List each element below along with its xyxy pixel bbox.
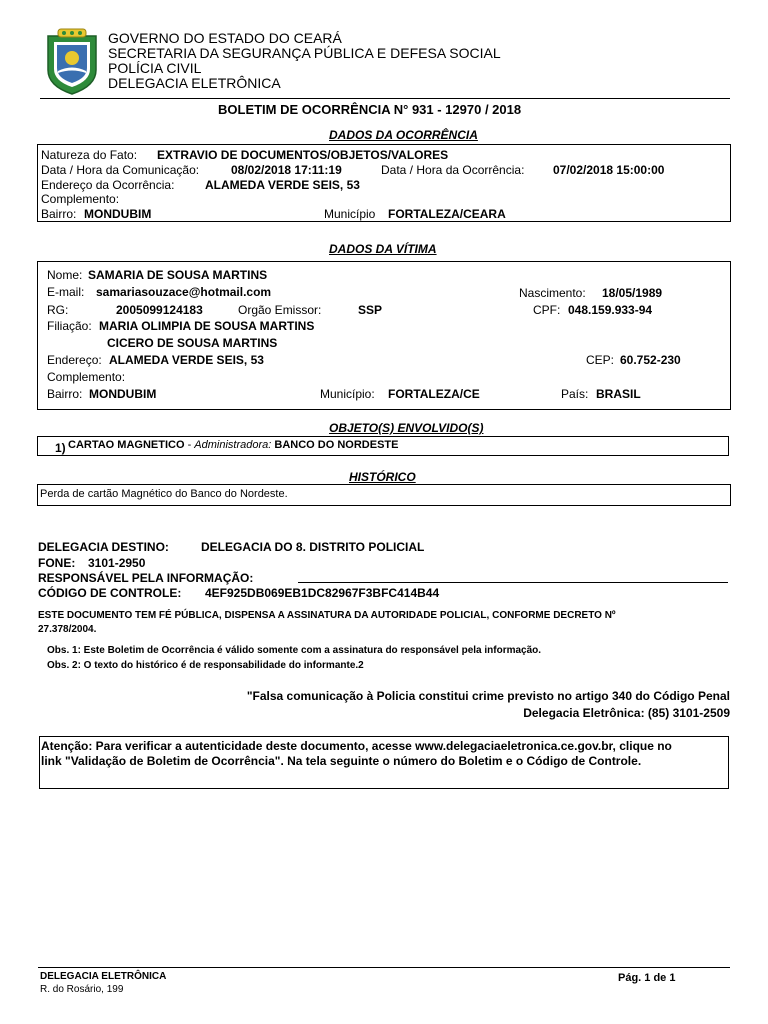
header-delegacia: DELEGACIA ELETRÔNICA [108,75,281,91]
atencao-line2: link "Validação de Boletim de Ocorrência". Na tela seguinte o número do Boletim e o Código de Controle. [41,754,642,768]
natureza-value: EXTRAVIO DE DOCUMENTOS/OBJETOS/VALORES [157,148,449,162]
footer-address: R. do Rosário, 199 [40,984,124,995]
nome-value: SAMARIA DE SOUSA MARTINS [88,268,268,282]
data-comunicacao-value: 08/02/2018 17:11:19 [231,163,342,177]
endereco-vitima-value: ALAMEDA VERDE SEIS, 53 [109,353,264,367]
filiacao-label: Filiação: [47,319,92,333]
municipio-vitima-label: Município: [320,387,375,401]
data-comunicacao-label: Data / Hora da Comunicação: [41,163,200,177]
nascimento-label: Nascimento: [519,286,586,300]
header-divider [40,98,730,99]
section-title-ocorrencia: DADOS DA OCORRÊNCIA [329,128,478,142]
nome-label: Nome: [47,268,83,282]
municipio-ocorrencia-label: Município [324,207,376,221]
municipio-vitima-value: FORTALEZA/CE [388,387,480,401]
section-title-historico: HISTÓRICO [349,470,416,484]
natureza-label: Natureza do Fato: [41,148,138,162]
filiacao-pai: CICERO DE SOUSA MARTINS [107,336,278,350]
footer-page-number: Pág. 1 de 1 [618,972,676,984]
fone-label: FONE: [38,556,76,570]
municipio-ocorrencia-value: FORTALEZA/CEARA [388,207,506,221]
fone-value: 3101-2950 [88,556,146,570]
fe-publica-line2: 27.378/2004. [38,624,97,635]
header-government: GOVERNO DO ESTADO DO CEARÁ [108,30,342,46]
objeto-item [68,439,398,451]
footer-org: DELEGACIA ELETRÔNICA [40,971,167,982]
orgao-label: Orgão Emissor: [238,303,322,317]
page-title: BOLETIM DE OCORRÊNCIA N° 931 - 12970 / 2018 [218,102,522,117]
codigo-controle-label: CÓDIGO DE CONTROLE: [38,586,182,600]
filiacao-mae: MARIA OLIMPIA DE SOUSA MARTINS [99,319,315,333]
falsa-comunicacao-line1: "Falsa comunicação à Policia constitui crime previsto no artigo 340 do Código Penal [246,689,730,703]
cep-value: 60.752-230 [620,353,681,367]
obs1-text: Obs. 1: Este Boletim de Ocorrência é válido somente com a assinatura do responsável pela informação. [47,645,542,656]
objeto-admin-label: Administradora: [194,439,272,451]
obs2-text: Obs. 2: O texto do histórico é de responsabilidade do informante.2 [47,660,364,671]
complemento-ocorrencia-label: Complemento: [41,192,120,206]
objeto-item-name: CARTAO MAGNETICO [68,439,185,451]
pais-label: País: [561,387,589,401]
endereco-ocorrencia-value: ALAMEDA VERDE SEIS, 53 [205,178,360,192]
bairro-vitima-value: MONDUBIM [89,387,157,401]
atencao-line1: Atenção: Para verificar a autenticidade deste documento, acesse www.delegaciaeletronica.ce.gov.br, clique no [41,739,672,753]
bairro-ocorrencia-label: Bairro: [41,207,77,221]
nascimento-value: 18/05/1989 [602,286,663,300]
footer-divider [38,967,730,968]
cpf-label: CPF: [533,303,561,317]
cpf-value: 048.159.933-94 [568,303,653,317]
data-ocorrencia-label: Data / Hora da Ocorrência: [381,163,525,177]
email-label: E-mail: [47,285,85,299]
bairro-vitima-label: Bairro: [47,387,83,401]
email-value: samariasouzace@hotmail.com [96,285,272,299]
orgao-value: SSP [358,303,383,317]
objeto-item-number: 1) [55,441,66,455]
pais-value: BRASIL [596,387,641,401]
rg-value: 2005099124183 [116,303,203,317]
header-policia-civil: POLÍCIA CIVIL [108,60,202,76]
responsavel-signature-line [298,582,728,583]
complemento-vitima-label: Complemento: [47,370,126,384]
cep-label: CEP: [586,353,615,367]
objeto-item-separator: - [184,439,195,451]
endereco-vitima-label: Endereço: [47,353,102,367]
responsavel-label: RESPONSÁVEL PELA INFORMAÇÃO: [38,571,254,585]
section-title-objetos: OBJETO(S) ENVOLVIDO(S) [329,421,484,435]
objeto-admin-value: BANCO DO NORDESTE [274,439,399,451]
section-title-vitima: DADOS DA VÍTIMA [329,242,437,256]
fe-publica-line1: ESTE DOCUMENTO TEM FÉ PÚBLICA, DISPENSA A ASSINATURA DA AUTORIDADE POLICIAL, CONFORME DECRETO Nº [38,610,616,621]
delegacia-destino-value: DELEGACIA DO 8. DISTRITO POLICIAL [201,540,425,554]
historico-text: Perda de cartão Magnético do Banco do Nordeste. [40,488,288,500]
ceara-coat-of-arms-logo [44,26,100,96]
codigo-controle-value: 4EF925DB069EB1DC82967F3BFC414B44 [205,586,440,600]
rg-label: RG: [47,303,69,317]
data-ocorrencia-value: 07/02/2018 15:00:00 [553,163,665,177]
endereco-ocorrencia-label: Endereço da Ocorrência: [41,178,175,192]
delegacia-destino-label: DELEGACIA DESTINO: [38,540,169,554]
bairro-ocorrencia-value: MONDUBIM [84,207,152,221]
header-secretaria: SECRETARIA DA SEGURANÇA PÚBLICA E DEFESA SOCIAL [108,45,501,61]
falsa-comunicacao-line2: Delegacia Eletrônica: (85) 3101-2509 [523,706,730,720]
